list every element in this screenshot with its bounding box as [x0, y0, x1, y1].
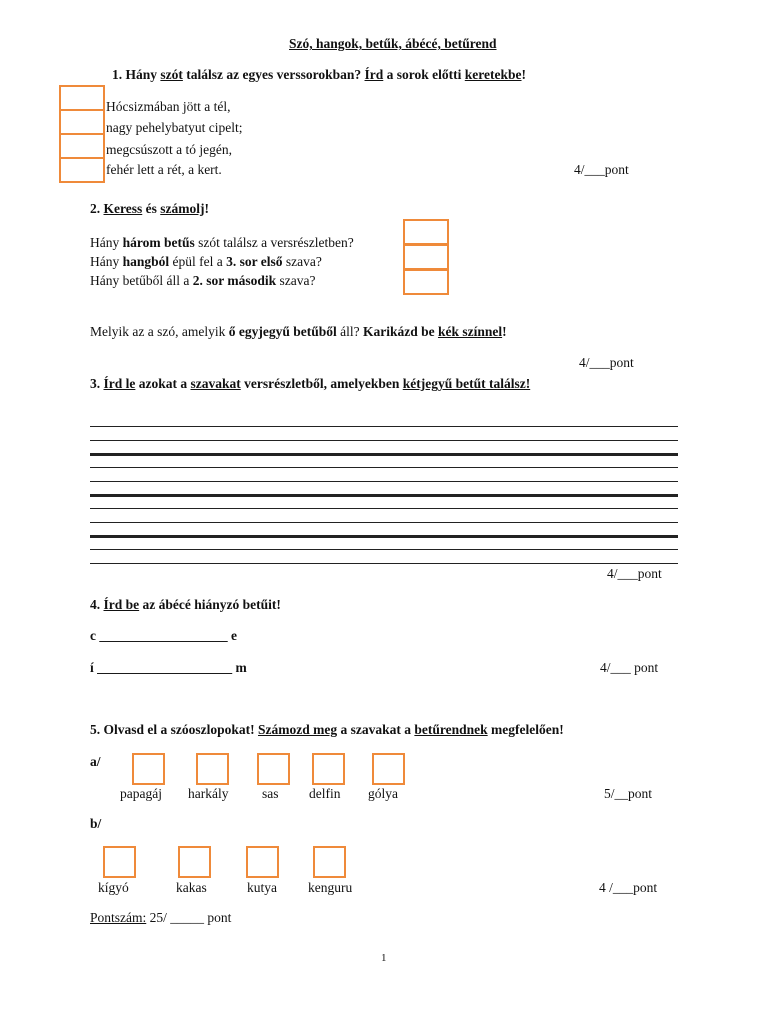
- writing-line: [90, 426, 678, 427]
- task2-question: Hány három betűs szót találsz a versrészletben?: [90, 235, 354, 250]
- number-box[interactable]: [372, 753, 405, 785]
- number-box[interactable]: [246, 846, 279, 878]
- poem-line: fehér lett a rét, a kert.: [106, 162, 222, 177]
- writing-line: [90, 467, 678, 468]
- poem-line: megcsúszott a tó jegén,: [106, 142, 232, 157]
- sublabel-a: a/: [90, 754, 101, 769]
- writing-line: [90, 549, 678, 550]
- writing-line: [90, 481, 678, 482]
- word: papagáj: [120, 786, 162, 801]
- task2-question: Melyik az a szó, amelyik ő egyjegyű betűből áll? Karikázd be kék színnel!: [90, 324, 507, 339]
- number-box[interactable]: [132, 753, 165, 785]
- word: gólya: [368, 786, 398, 801]
- word: kenguru: [308, 880, 353, 895]
- score-label: 4/___pont: [574, 162, 629, 177]
- writing-line: [90, 535, 678, 538]
- poem-line: nagy pehelybatyut cipelt;: [106, 120, 243, 135]
- task3-instruction: 3. Írd le azokat a szavakat versrészletből, amelyekben kétjegyű betűt találsz!: [90, 376, 531, 391]
- page-number: 1: [381, 952, 387, 964]
- poem-line: Hócsizmában jött a tél,: [106, 99, 231, 114]
- writing-line: [90, 494, 678, 497]
- answer-box[interactable]: [403, 244, 449, 270]
- number-box[interactable]: [313, 846, 346, 878]
- task4-instruction: 4. Írd be az ábécé hiányzó betűit!: [90, 597, 281, 612]
- answer-box[interactable]: [403, 219, 449, 245]
- writing-line: [90, 453, 678, 456]
- word: delfin: [309, 786, 341, 801]
- writing-line: [90, 522, 678, 523]
- score-label: 4 /___pont: [599, 880, 658, 895]
- answer-box[interactable]: [59, 133, 105, 159]
- task2-question: Hány hangból épül fel a 3. sor első szava?: [90, 254, 322, 269]
- score-label: 5/__pont: [604, 786, 653, 801]
- score-label: 4/___pont: [607, 566, 662, 581]
- answer-box[interactable]: [59, 85, 105, 111]
- word: harkály: [188, 786, 229, 801]
- word: kutya: [247, 880, 277, 895]
- total-score: Pontszám: 25/ _____ pont: [90, 910, 232, 925]
- task2-question: Hány betűből áll a 2. sor második szava?: [90, 273, 316, 288]
- writing-line: [90, 563, 678, 564]
- score-label: 4/___ pont: [600, 660, 659, 675]
- answer-box[interactable]: [59, 109, 105, 135]
- task1-instruction: 1. Hány szót találsz az egyes verssorokban? Írd a sorok előtti keretekbe!: [112, 67, 527, 82]
- task2-instruction: 2. Keress és számolj!: [90, 201, 209, 216]
- number-box[interactable]: [312, 753, 345, 785]
- word: kakas: [176, 880, 207, 895]
- number-box[interactable]: [196, 753, 229, 785]
- page-title: Szó, hangok, betűk, ábécé, betűrend: [289, 36, 497, 51]
- sublabel-b: b/: [90, 816, 102, 831]
- number-box[interactable]: [257, 753, 290, 785]
- score-label: 4/___pont: [579, 355, 634, 370]
- answer-box[interactable]: [59, 157, 105, 183]
- task5-instruction: 5. Olvasd el a szóoszlopokat! Számozd meg a szavakat a betűrendnek megfelelően!: [90, 722, 564, 737]
- writing-line: [90, 508, 678, 509]
- alphabet-row[interactable]: í ____________________ m: [90, 660, 247, 675]
- word: sas: [262, 786, 279, 801]
- number-box[interactable]: [103, 846, 136, 878]
- word: kígyó: [98, 880, 129, 895]
- number-box[interactable]: [178, 846, 211, 878]
- writing-line: [90, 440, 678, 441]
- answer-box[interactable]: [403, 269, 449, 295]
- alphabet-row[interactable]: c ___________________ e: [90, 628, 237, 643]
